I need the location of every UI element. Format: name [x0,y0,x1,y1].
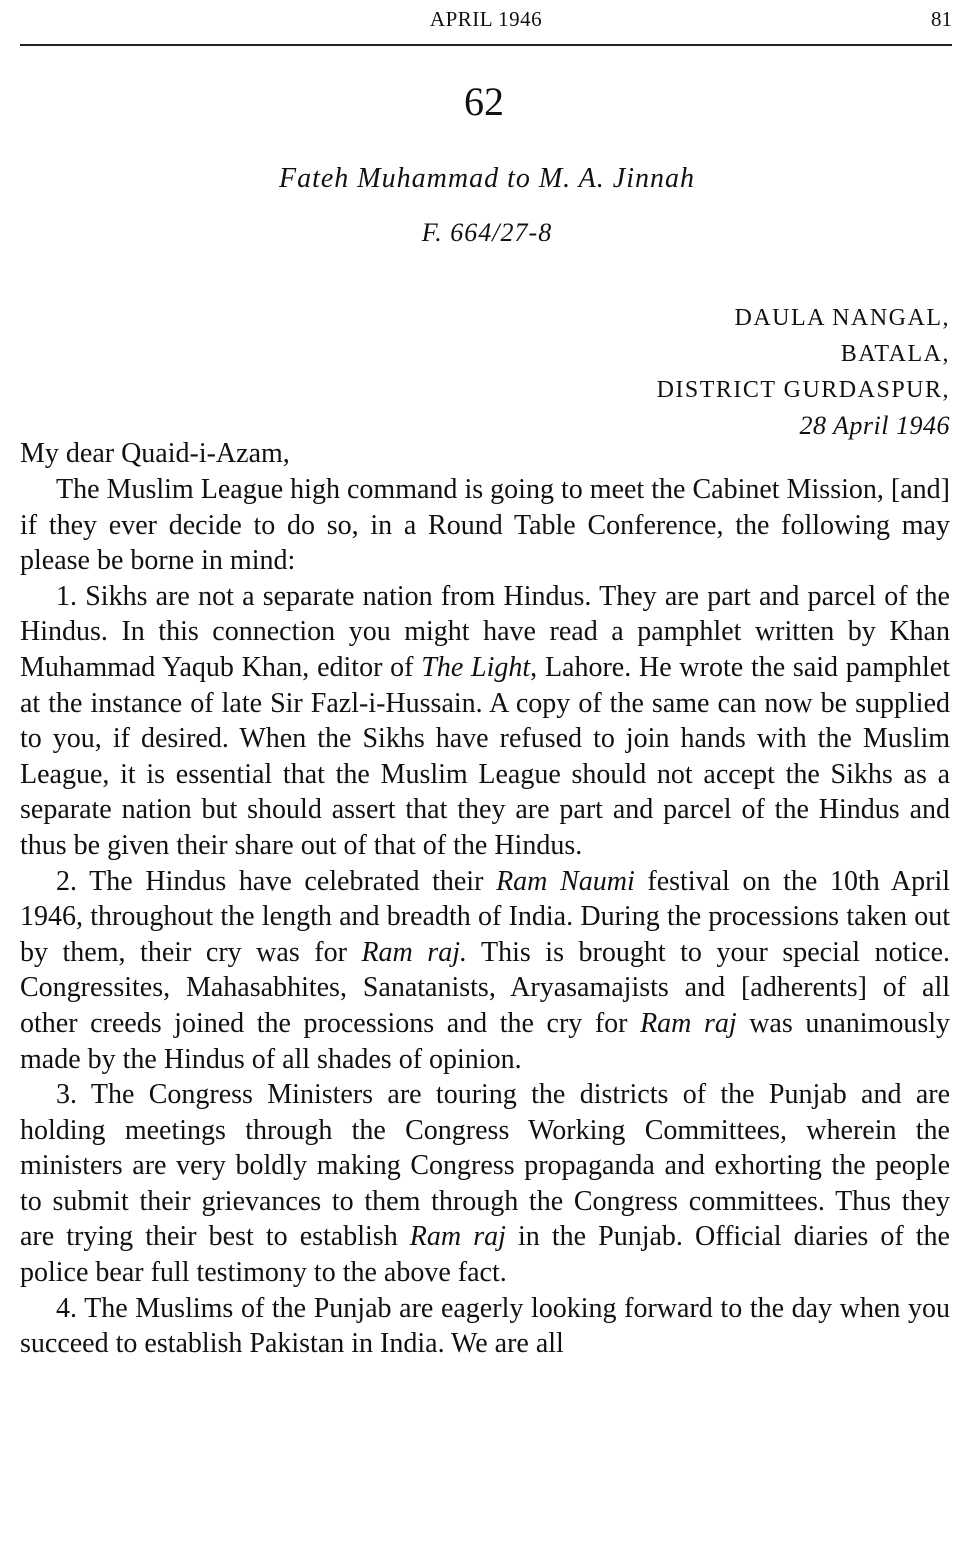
paragraph-text: 1. Sikhs are not a separate nation from Hindus. They are part and parcel of the Hindus. In this connection you might have read a pamphlet written by Khan Muhammad Yaqub Khan, editor of [20,580,950,683]
paragraph-intro [20,472,950,579]
paragraph-text: This is brought to your special notice. Congressites, Mahasabhites, Sanatanists, Aryasamajists and [adherents] of all other creeds joined the processions and the cry for [20,936,950,1039]
paragraph-text: 4. The Muslims of the Punjab are eagerly looking forward to the day when you succeed to establish Pakistan in India. We are all [20,1292,950,1360]
file-reference: F. 664/27-8 [421,218,553,247]
address-line: BATALA, [840,341,950,367]
letter-date: 28 April 1946 [799,411,950,440]
italic-term: Ram raj [640,1007,737,1039]
document-number: 62 [464,79,504,124]
paragraph-point-1 [20,579,950,864]
document-title: Fateh Muhammad to M. A. Jinnah [279,163,695,194]
sender-address [657,300,950,444]
paragraph-text: festival on the 10th April 1946, throughout the length and breadth of India. During the processions taken out by them, their cry was for [20,865,951,968]
header-rule [20,44,952,46]
paragraph-text: was unanimously made by the Hindus of all shades of opinion. [20,1007,950,1075]
address-line: DAULA NANGAL, [734,305,950,331]
paragraph-text: The Muslim League high command is going to meet the Cabinet Mission, [and] if they ever decide to do so, in a Round Table Conference, the following may please be borne in mind: [20,474,950,577]
paragraph-point-2 [20,864,950,1078]
running-header [20,4,952,34]
salutation: My dear Quaid-i-Azam, [20,438,290,469]
paragraph-point-4 [20,1291,950,1362]
letter-body [20,472,950,1362]
paragraph-text: in the Punjab. Official diaries of the police bear full testimony to the above fact. [20,1221,950,1289]
paragraph-text: 2. The Hindus have celebrated their [56,865,497,897]
italic-term: Ram Naumi [496,865,635,897]
address-line: DISTRICT GURDASPUR, [656,377,950,403]
italic-term: Ram raj. [361,936,467,968]
paragraph-text: 3. The Congress Ministers are touring the districts of the Punjab and are holding meetings through the Congress Working Committees, wherein the ministers are very boldly making Congress propaganda and exhorting the people to submit their grievances to them through the Congress committees. Thus they are trying their best to establish [20,1079,950,1253]
publication-title: The Light [421,651,531,683]
paragraph-point-3 [20,1077,950,1291]
page-number: 81 [931,7,952,31]
running-title: APRIL 1946 [429,7,543,31]
italic-term: Ram raj [409,1221,506,1253]
paragraph-text: , Lahore. He wrote the said pamphlet at the instance of late Sir Fazl-i-Hussain. A copy of the same can now be supplied to you, if desired. When the Sikhs have refused to join hands with the Muslim League, it is essential that the Muslim League should not accept the Sikhs as a separate nation but should assert that they are part and parcel of the Hindus and thus be given their share out of that of the Hindus. [20,651,950,861]
